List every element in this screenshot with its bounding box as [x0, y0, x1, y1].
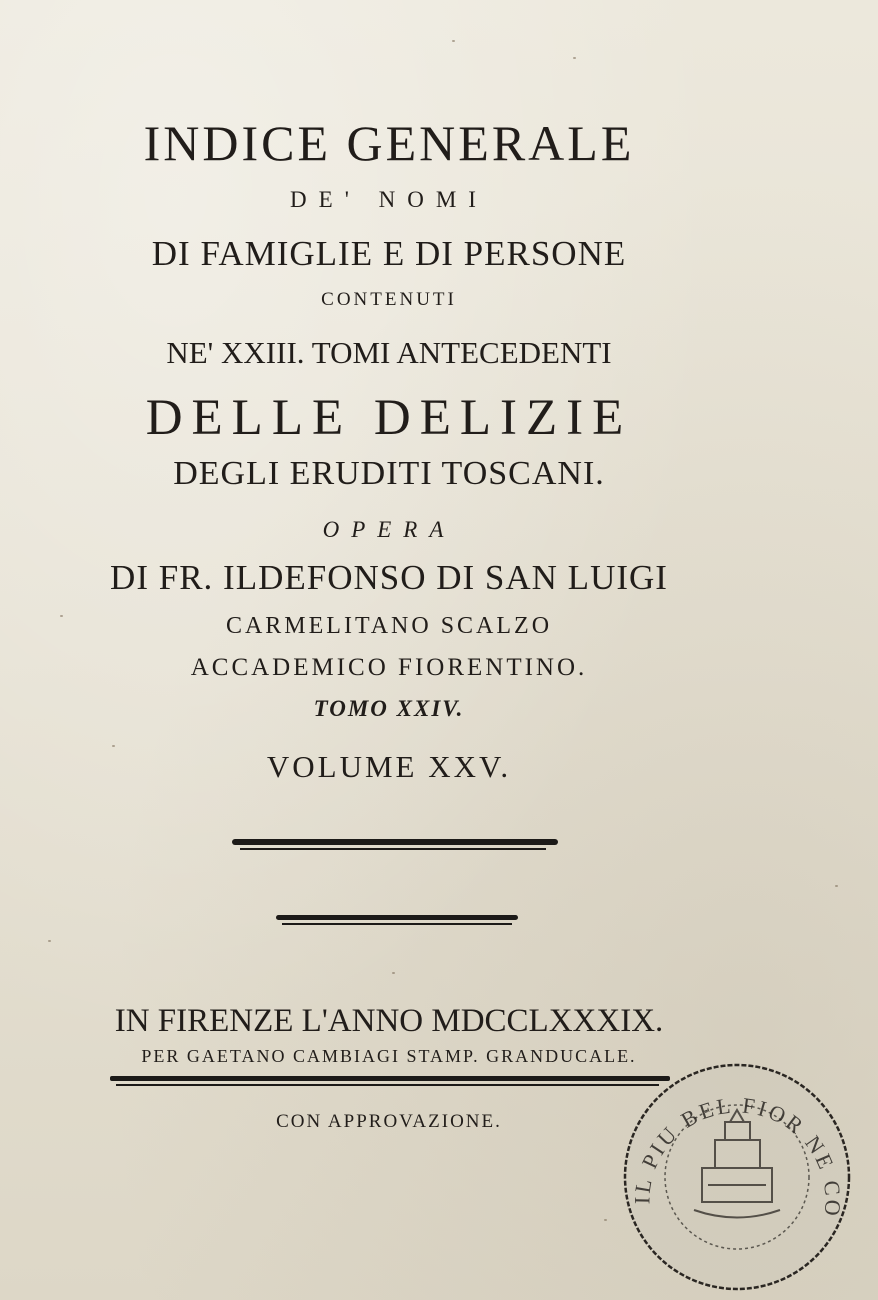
- title-line-5: NE' XXIII. TOMI ANTECEDENTI: [166, 335, 612, 370]
- imprint-place-year: IN FIRENZE L'ANNO MDCCLXXXIX.: [114, 1003, 664, 1039]
- imprint-rule: [110, 1074, 670, 1090]
- title-line-7: DEGLI ERUDITI TOSCANI.: [173, 455, 605, 492]
- tomo-label: TOMO XXIV.: [313, 696, 465, 721]
- paper-fleck: [48, 940, 51, 942]
- title-line-2: DE' NOMI: [290, 187, 488, 212]
- approval-label: CON APPROVAZIONE.: [276, 1111, 502, 1132]
- stamp-seal-icon: [620, 1060, 855, 1295]
- paper-fleck: [60, 615, 63, 617]
- imprint-printer: PER GAETANO CAMBIAGI STAMP. GRANDUCALE.: [141, 1046, 637, 1066]
- paper-fleck: [573, 57, 576, 59]
- paper-fleck: [392, 972, 395, 974]
- library-stamp: [620, 1060, 855, 1295]
- author-role-2: ACCADEMICO FIORENTINO.: [190, 654, 588, 681]
- title-line-3: DI FAMIGLIE E DI PERSONE: [151, 234, 627, 273]
- author-role-1: CARMELITANO SCALZO: [225, 613, 553, 639]
- title-line-6: DELLE DELIZIE: [145, 390, 633, 446]
- stamp-legend: IL PIU BEL FIOR NE CO: [629, 1092, 846, 1220]
- author-line: DI FR. ILDEFONSO DI SAN LUIGI: [110, 558, 668, 597]
- paper-fleck: [604, 1219, 607, 1221]
- opera-label: OPERA: [322, 517, 456, 542]
- double-rule-lower: [276, 912, 518, 930]
- volume-label: VOLUME XXV.: [266, 749, 512, 784]
- paper-fleck: [452, 40, 455, 42]
- double-rule-upper: [232, 836, 558, 856]
- paper-fleck: [112, 745, 115, 747]
- title-line-4: CONTENUTI: [321, 289, 457, 310]
- title-line-1: INDICE GENERALE: [143, 115, 635, 171]
- paper-fleck: [835, 885, 838, 887]
